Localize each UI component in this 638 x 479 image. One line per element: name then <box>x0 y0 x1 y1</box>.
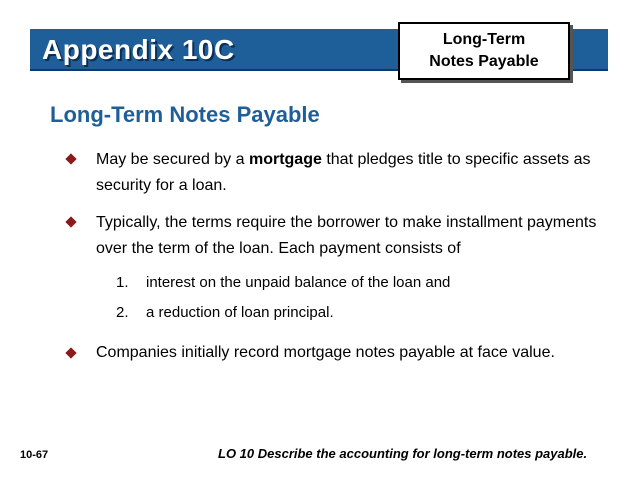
numbered-item-text: a reduction of loan principal. <box>146 304 334 321</box>
numbered-item-text: interest on the unpaid balance of the loan and <box>146 274 451 291</box>
learning-objective: LO 10 Describe the accounting for long-term notes payable. <box>218 446 588 461</box>
topic-line-2: Notes Payable <box>429 53 539 70</box>
numbered-item <box>116 273 450 293</box>
bullet-text-post: that pledges title to specific assets as security for a loan. <box>96 151 591 194</box>
topic-box <box>398 22 570 80</box>
bullet-item: Typically, the terms require the borrower to make installment payments over the term of the loan. Each payment consists of <box>96 214 597 257</box>
numbered-item <box>116 303 334 323</box>
numbered-item-number: 2. <box>116 304 129 321</box>
numbered-item-number: 1. <box>116 274 129 291</box>
section-heading: Long-Term Notes Payable <box>50 102 320 127</box>
diamond-bullet-icon <box>65 347 76 358</box>
bullet-item <box>96 147 606 199</box>
slide-title: Appendix 10C <box>42 34 235 65</box>
topic-line-1: Long-Term <box>442 31 526 48</box>
diamond-bullet-icon <box>65 216 76 227</box>
bullet-item: Companies initially record mortgage notes payable at face value. <box>96 344 555 361</box>
bullet-text-bold: mortgage <box>248 151 322 168</box>
diamond-bullet-icon <box>65 153 76 164</box>
bullet-text-pre: May be secured by a <box>96 151 249 168</box>
slide-number: 10-67 <box>20 449 49 461</box>
